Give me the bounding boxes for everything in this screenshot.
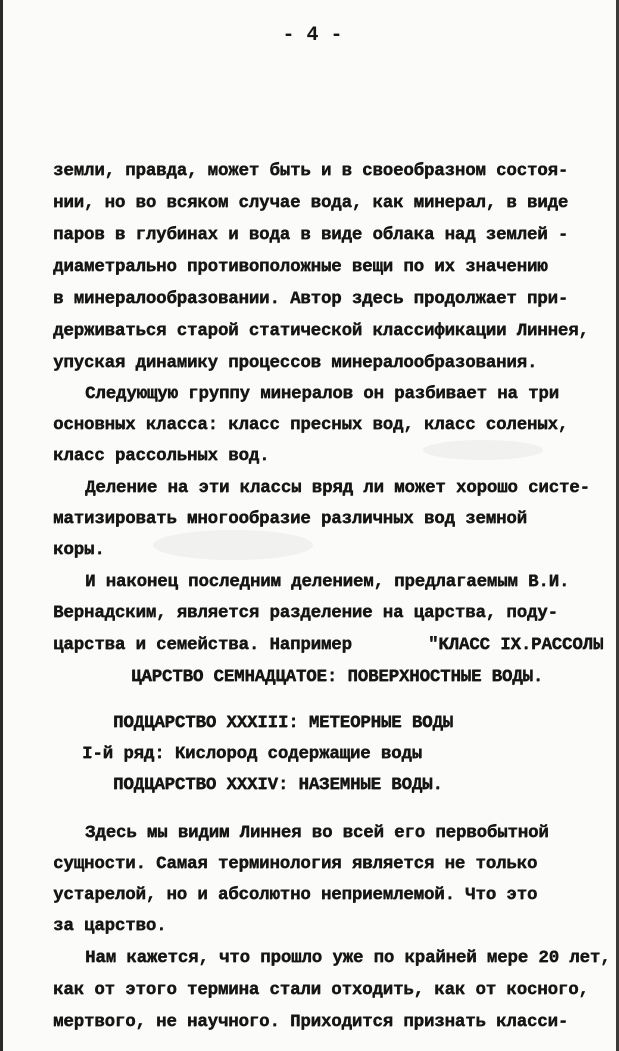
text-line-2: нии, но во всяком случае вода, как минерал, в виде xyxy=(53,193,569,213)
quote-kingdom-heading: ЦАРСТВО СЕМНАДЦАТОЕ: ПОВЕРХНОСТНЫЕ ВОДЫ. xyxy=(131,667,544,687)
text-line-3: паров в глубинах и вода в виде облака над землей - xyxy=(53,225,569,245)
text-line-20: за царство. xyxy=(53,916,167,936)
text-line-7: упуская динамику процессов минералообразования. xyxy=(53,353,538,373)
text-line-4: диаметрально противоположные вещи по их значению xyxy=(53,257,548,277)
quote-series-1: I-й ряд: Кислород содержащие воды xyxy=(82,744,422,764)
text-line-15: Вернадским, является разделение на царства, поду- xyxy=(53,603,558,623)
text-line-18: сущности. Самая терминология является не только xyxy=(53,854,538,874)
text-line-8: Следующую группу минералов он разбивает на три xyxy=(85,384,559,404)
scan-smudge xyxy=(153,530,313,560)
page-number: - 4 - xyxy=(282,24,343,47)
text-line-17: Здесь мы видим Линнея во всей его первобытной xyxy=(85,823,549,843)
text-line-1: земли, правда, может быть и в своеобразном состоя- xyxy=(53,161,569,181)
text-line-19: устарелой, но и абсолютно неприемлемой. Что это xyxy=(53,885,538,905)
text-line-22: как от этого термина стали отходить, как от косного, xyxy=(53,980,589,1000)
text-line-13: коры. xyxy=(53,540,105,560)
text-line-5: в минералообразовании. Автор здесь продолжает при- xyxy=(53,289,569,309)
text-line-21: Нам кажется, что прошло уже по крайней мере 20 лет, xyxy=(85,948,611,968)
quote-class-heading: "КЛАСС IX.РАССОЛЫ xyxy=(428,635,604,655)
scan-smudge xyxy=(423,440,543,460)
text-line-11: Деление на эти классы вряд ли может хорошо систе- xyxy=(85,478,590,498)
quote-subkingdom-33: ПОДЦАРСТВО XXXIII: МЕТЕОРНЫЕ ВОДЫ xyxy=(113,713,453,733)
text-line-9: основных класса: класс пресных вод, класс соленых, xyxy=(53,415,569,435)
text-line-23: мертвого, не научного. Приходится признать класси- xyxy=(53,1012,569,1032)
text-line-10: класс рассольных вод. xyxy=(53,446,270,466)
text-line-6: держиваться старой статической классификации Линнея, xyxy=(53,321,589,341)
text-line-12: матизировать многообразие различных вод земной xyxy=(53,509,527,529)
text-line-14: И наконец последним делением, предлагаемым В.И. xyxy=(85,572,570,592)
text-line-16: царства и семейства. Например xyxy=(53,635,352,655)
quote-subkingdom-34: ПОДЦАРСТВО XXXIV: НАЗЕМНЫЕ ВОДЫ. xyxy=(113,775,443,795)
